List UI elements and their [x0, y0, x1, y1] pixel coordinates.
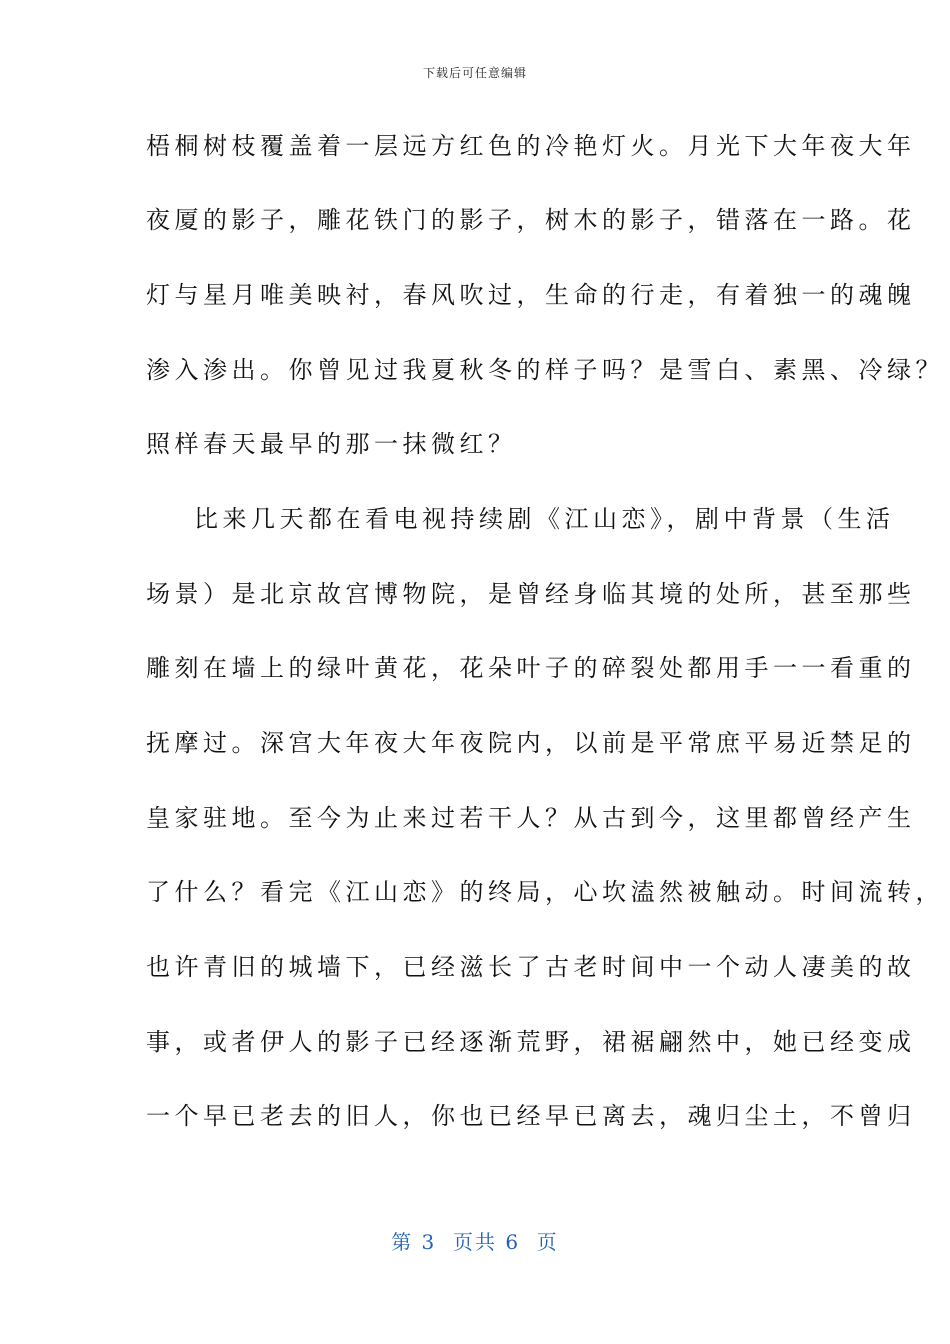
text-line-5: 照样春天最早的那一抹微红？ — [146, 430, 517, 458]
text-line-3: 灯与星月唯美映衬，春风吹过，生命的行走，有着独一的魂魄 — [146, 281, 916, 309]
paragraph-2-first-line: 比来几天都在看电视持续剧《江山恋》，剧中背景（生活 — [194, 505, 895, 533]
text-line-13: 事，或者伊人的影子已经逐渐荒野，裙裾翩然中，她已经变成 — [146, 1028, 916, 1056]
text-line-14: 一个早已老去的旧人，你也已经早已离去，魂归尘土，不曾归 — [146, 1102, 916, 1130]
page-header-note: 下载后可任意编辑 — [422, 66, 527, 80]
text-line-8: 雕刻在墙上的绿叶黄花，花朵叶子的碎裂处都用手一一看重的 — [146, 654, 916, 682]
text-line-2: 夜厦的影子，雕花铁门的影子，树木的影子，错落在一路。花 — [146, 206, 916, 234]
page-number-footer: 第 3 页共 6 页 — [391, 1230, 559, 1254]
text-line-4: 渗入渗出。你曾见过我夏秋冬的样子吗？是雪白、素黑、冷绿？ — [146, 356, 944, 384]
text-line-12: 也许青旧的城墙下，已经滋长了古老时间中一个动人凄美的故 — [146, 953, 916, 981]
text-line-1: 梧桐树枝覆盖着一层远方红色的冷艳灯火。月光下大年夜大年 — [146, 132, 916, 160]
text-line-7: 场景）是北京故宫博物院，是曾经身临其境的处所，甚至那些 — [146, 580, 916, 608]
text-line-9: 抚摩过。深宫大年夜大年夜院内，以前是平常庶平易近禁足的 — [146, 729, 916, 757]
text-line-11: 了什么？看完《江山恋》的终局，心坎溘然被触动。时间流转， — [146, 878, 944, 906]
text-line-10: 皇家驻地。至今为止来过若干人？从古到今，这里都曾经产生 — [146, 804, 916, 832]
